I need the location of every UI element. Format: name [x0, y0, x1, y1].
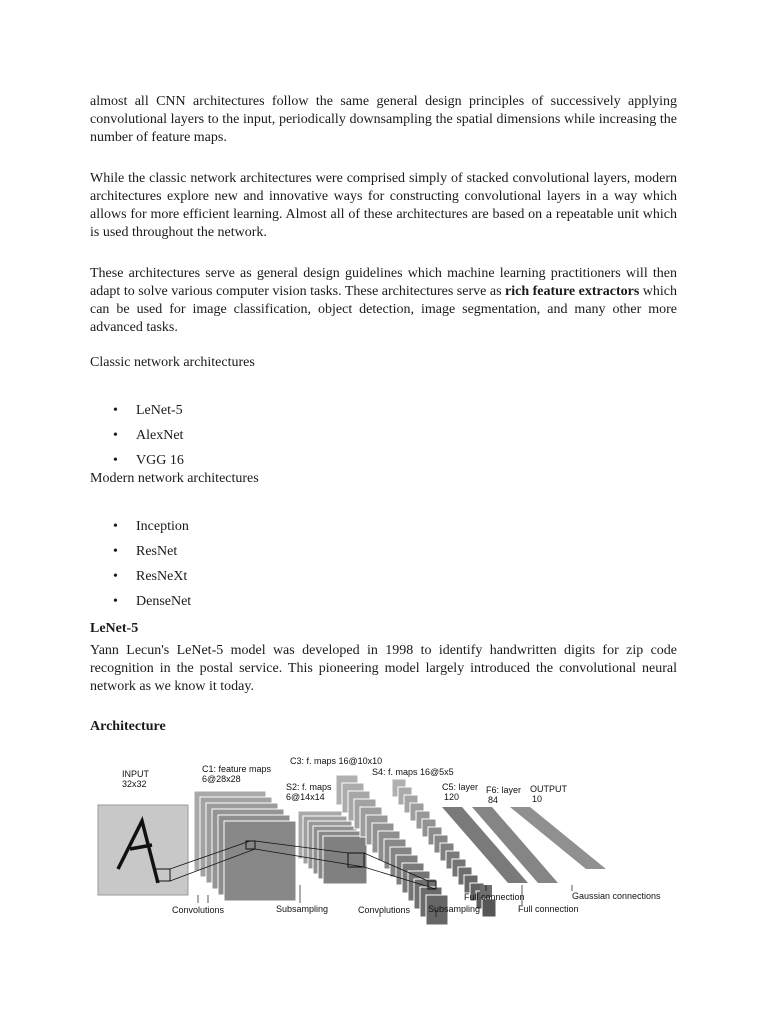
- paragraph-modern-architectures: While the classic network architectures were comprised simply of stacked convolutional layers, modern architectures explore new and innovative ways for constructing convolutional layers in a way which allows for more efficient learning. Almost all of these architectures are based on a repeatable unit which is used throughout the network.: [90, 171, 677, 240]
- lenet-heading: LeNet-5: [90, 621, 139, 636]
- subsampling-label: Subsampling: [428, 904, 481, 914]
- rich-feature-extractors-bold: rich feature extractors: [505, 284, 640, 299]
- input-label: INPUT: [122, 769, 149, 779]
- convolutions-label: Convolutions: [172, 905, 225, 915]
- c5-label: C5: layer: [442, 782, 479, 792]
- full-connection-label: Full connection: [464, 892, 525, 902]
- modern-architectures-list: [90, 518, 677, 618]
- lenet-architecture-diagram: [90, 745, 680, 930]
- output-label: OUTPUT: [530, 784, 567, 794]
- full-connection-label: Full connection: [518, 904, 579, 914]
- paragraph-cnn-principles: almost all CNN architectures follow the same general design principles of successively applying convolutional layers to the input, periodically downsampling the spatial dimensions while increasing the number of feature maps.: [90, 94, 677, 145]
- list-item: • DenseNet: [90, 593, 677, 618]
- paragraph-design-guidelines: [90, 265, 677, 337]
- list-item: • Inception: [90, 518, 677, 543]
- classic-architectures-heading: Classic network architectures: [90, 355, 255, 370]
- paragraph-design-guidelines-end: which can be used for image classification, object detection, image segmentation, and many other more advanced tasks.: [90, 284, 678, 335]
- input-size-label: 32x32: [122, 779, 147, 789]
- s4-label: S4: f. maps 16@5x5: [372, 767, 454, 777]
- c1-size-label: 6@28x28: [202, 774, 241, 784]
- subsampling-label: Subsampling: [276, 904, 329, 914]
- list-item: • VGG 16: [90, 452, 677, 470]
- paragraph-design-guidelines-start: These architectures serve as general design guidelines which machine learning practitioners will then adapt to solve various computer vision tasks. These architectures serve as: [90, 266, 677, 299]
- f6-size-label: 84: [488, 795, 499, 805]
- c3-label: C3: f. maps 16@10x10: [290, 756, 383, 766]
- s2-label: S2: f. maps: [286, 782, 332, 792]
- list-item: • ResNeXt: [90, 568, 677, 593]
- c1-map: [224, 821, 296, 901]
- convolutions-label: Convolutions: [358, 905, 411, 915]
- gaussian-connections-label: Gaussian connections: [572, 891, 661, 901]
- list-item: • ResNet: [90, 543, 677, 568]
- modern-architectures-heading: Modern network architectures: [90, 471, 259, 486]
- list-item: • AlexNet: [90, 427, 677, 452]
- document-body: [90, 93, 677, 736]
- architecture-heading: Architecture: [90, 719, 166, 734]
- classic-architectures-list: [90, 402, 677, 470]
- s2-size-label: 6@14x14: [286, 792, 325, 802]
- c5-size-label: 120: [444, 792, 460, 802]
- lenet-paragraph: Yann Lecun's LeNet-5 model was developed in 1998 to identify handwritten digits for zip code recognition in the postal service. This pioneering model largely introduced the convolutional neural network as we know it today.: [90, 643, 677, 694]
- list-item: • LeNet-5: [90, 402, 677, 427]
- output-size-label: 10: [532, 794, 543, 804]
- f6-label: F6: layer: [486, 785, 522, 795]
- c1-label: C1: feature maps: [202, 764, 272, 774]
- s2-map: [323, 836, 367, 884]
